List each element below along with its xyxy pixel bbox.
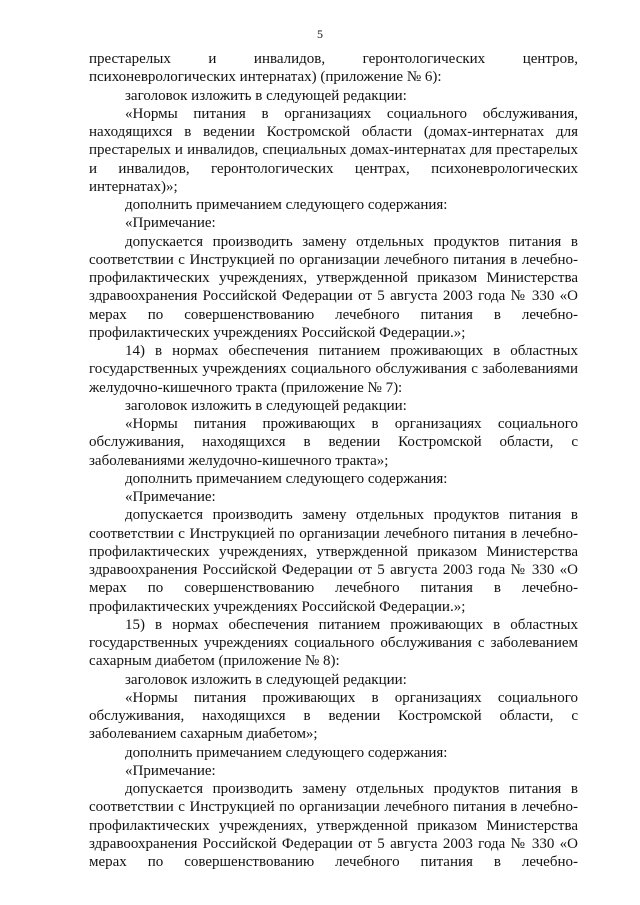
paragraph: допускается производить замену отдельных продуктов питания в соответствии с Инструкцией по организации лечебного питания в лечебно-профилактических учреждениях, утвержденной приказом Министерства здравоохранения Российской Федерации от 5 августа 2003 года № 330 «О мерах по совершенствованию лечебного питания в лечебно-профилактических учреждениях Российской Федерации.»;: [89, 233, 578, 341]
paragraph: «Примечание:: [125, 215, 216, 232]
paragraph: «Нормы питания в организациях социального обслуживания, находящихся в ведении Костромской области (домах-интернатах для престарелых и инвалидов, специальных домах-интернатах для престарелых и инвалидов, геронтологических центрах, психоневрологических интернатах)»;: [89, 105, 578, 195]
paragraph: заголовок изложить в следующей редакции:: [125, 87, 407, 104]
paragraph: «Нормы питания проживающих в организациях социального обслуживания, находящихся в ведении Костромской области, с заболеванием сахарным диабетом»;: [89, 689, 578, 743]
paragraph: заголовок изложить в следующей редакции:: [125, 671, 407, 688]
document-body: [89, 50, 578, 871]
paragraph: дополнить примечанием следующего содержания:: [125, 470, 448, 487]
paragraph: «Примечание:: [125, 489, 216, 505]
paragraph: 15) в нормах обеспечения питанием проживающих в областных государственных учреждениях социального обслуживания с заболеванием сахарным диабетом (приложение № 8):: [89, 616, 578, 670]
paragraph: заголовок изложить в следующей редакции:: [125, 397, 407, 414]
paragraph: престарелых и инвалидов, геронтологических центров, психоневрологических интернатах) (приложение № 6):: [89, 51, 578, 86]
paragraph: дополнить примечанием следующего содержания:: [125, 744, 448, 761]
page-number: 5: [317, 27, 323, 41]
paragraph: допускается производить замену отдельных продуктов питания в соответствии с Инструкцией по организации лечебного питания в лечебно-профилактических учреждениях, утвержденной приказом Министерства здравоохранения Российской Федерации от 5 августа 2003 года № 330 «О мерах по совершенствованию лечебного питания в лечебно-: [89, 781, 578, 870]
paragraph: «Примечание:: [125, 762, 216, 779]
paragraph: допускается производить замену отдельных продуктов питания в соответствии с Инструкцией по организации лечебного питания в лечебно-профилактических учреждениях, утвержденной приказом Министерства здравоохранения Российской Федерации от 5 августа 2003 года № 330 «О мерах по совершенствованию лечебного питания в лечебно-профилактических учреждениях Российской Федерации.»;: [89, 507, 578, 615]
paragraph: «Нормы питания проживающих в организациях социального обслуживания, находящихся в ведении Костромской области, с заболеваниями желудочно-кишечного тракта»;: [89, 416, 578, 469]
paragraph: дополнить примечанием следующего содержания:: [125, 197, 448, 213]
paragraph: 14) в нормах обеспечения питанием проживающих в областных государственных учреждениях социального обслуживания с заболеваниями желудочно-кишечного тракта (приложение № 7):: [89, 343, 578, 396]
